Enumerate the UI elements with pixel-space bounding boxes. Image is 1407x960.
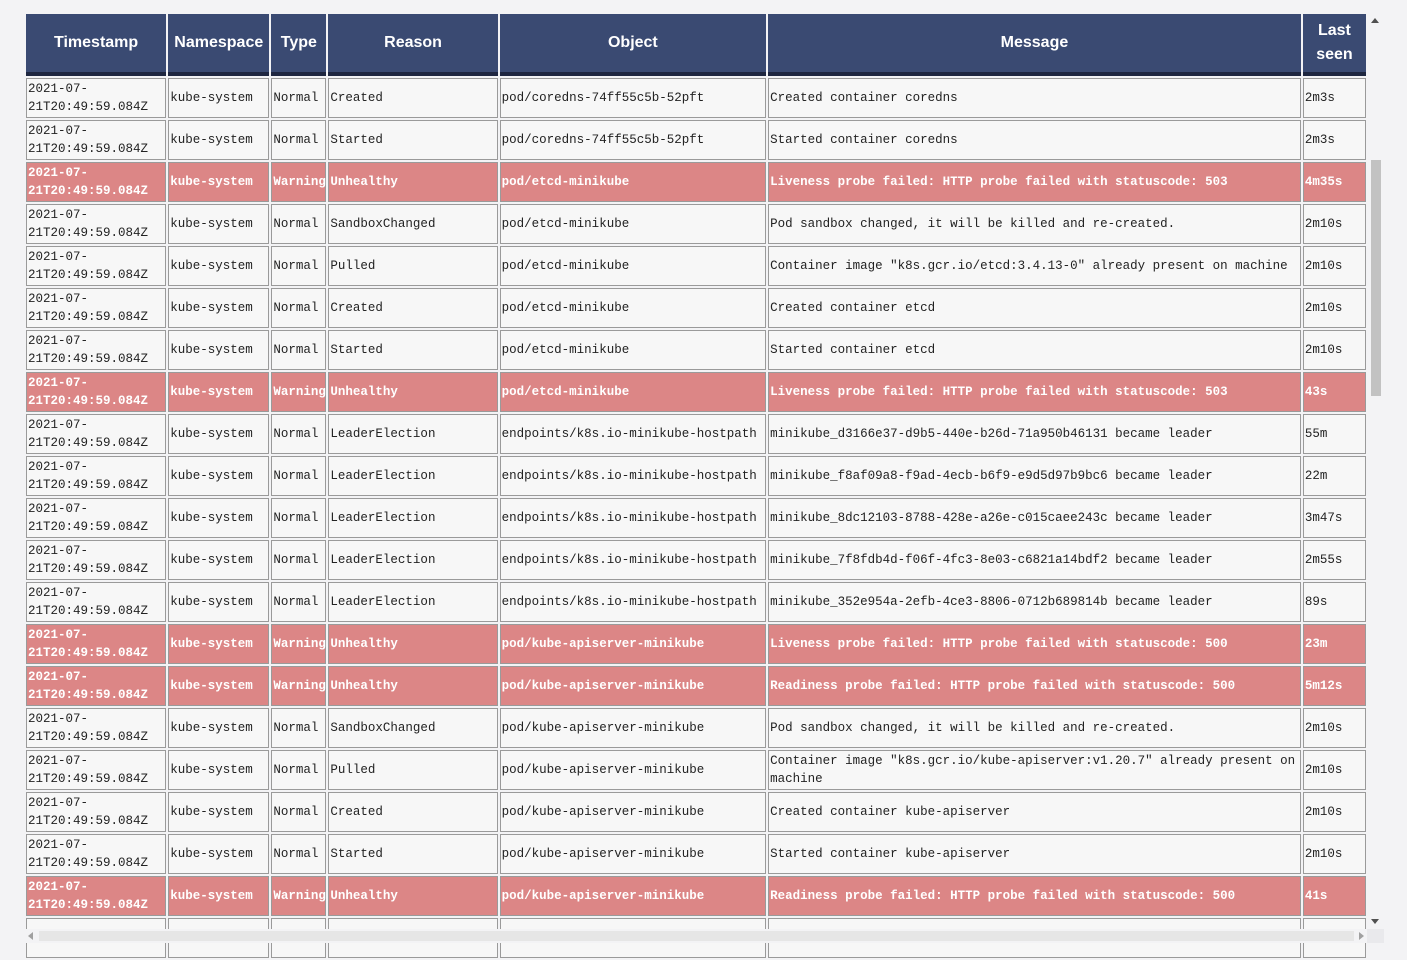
column-header-namespace[interactable]: Namespace [168, 14, 269, 76]
cell-type: Warning [271, 162, 326, 202]
table-row[interactable] [26, 792, 1366, 832]
cell-type: Normal [271, 330, 326, 370]
cell-object: pod/etcd-minikube [500, 204, 766, 244]
table-row[interactable] [26, 666, 1366, 706]
cell-object: pod/kube-apiserver-minikube [500, 876, 766, 916]
cell-timestamp: 2021-07-21T20:49:59.084Z [26, 78, 166, 118]
table-row[interactable] [26, 834, 1366, 874]
cell-message: Readiness probe failed: HTTP probe failed with statuscode: 500 [768, 666, 1301, 706]
cell-last-seen: 2m10s [1303, 708, 1366, 748]
cell-reason: Started [328, 834, 497, 874]
column-header-type[interactable]: Type [271, 14, 326, 76]
cell-object: pod/coredns-74ff55c5b-52pft [500, 120, 766, 160]
cell-message: Container image "k8s.gcr.io/etcd:3.4.13-0" already present on machine [768, 246, 1301, 286]
cell-type: Normal [271, 120, 326, 160]
table-row[interactable] [26, 624, 1366, 664]
cell-namespace: kube-system [168, 750, 269, 790]
cell-timestamp: 2021-07-21T20:49:59.084Z [26, 708, 166, 748]
cell-last-seen: 2m10s [1303, 330, 1366, 370]
cell-last-seen: 4m35s [1303, 162, 1366, 202]
column-header-timestamp[interactable]: Timestamp [26, 14, 166, 76]
table-row[interactable] [26, 162, 1366, 202]
cell-object: pod/kube-apiserver-minikube [500, 666, 766, 706]
table-row[interactable] [26, 876, 1366, 916]
table-row[interactable] [26, 456, 1366, 496]
cell-message: Created container kube-apiserver [768, 792, 1301, 832]
cell-type: Normal [271, 708, 326, 748]
cell-type: Warning [271, 876, 326, 916]
cell-type: Normal [271, 78, 326, 118]
cell-timestamp: 2021-07-21T20:49:59.084Z [26, 834, 166, 874]
cell-message: Readiness probe failed: HTTP probe failed with statuscode: 500 [768, 876, 1301, 916]
cell-message: Started container etcd [768, 330, 1301, 370]
cell-message: Started container coredns [768, 120, 1301, 160]
table-body [26, 78, 1366, 958]
column-header-reason[interactable]: Reason [328, 14, 497, 76]
table-row[interactable] [26, 120, 1366, 160]
cell-namespace: kube-system [168, 708, 269, 748]
cell-reason: SandboxChanged [328, 204, 497, 244]
cell-last-seen: 89s [1303, 582, 1366, 622]
cell-timestamp: 2021-07-21T20:49:59.084Z [26, 750, 166, 790]
cell-timestamp: 2021-07-21T20:49:59.084Z [26, 792, 166, 832]
cell-last-seen: 23m [1303, 624, 1366, 664]
vertical-scrollbar[interactable] [1367, 13, 1384, 929]
cell-timestamp: 2021-07-21T20:49:59.084Z [26, 246, 166, 286]
cell-namespace: kube-system [168, 834, 269, 874]
cell-last-seen: 22m [1303, 456, 1366, 496]
cell-object: endpoints/k8s.io-minikube-hostpath [500, 456, 766, 496]
cell-object: endpoints/k8s.io-minikube-hostpath [500, 540, 766, 580]
cell-namespace: kube-system [168, 204, 269, 244]
cell-message: Pod sandbox changed, it will be killed and re-created. [768, 708, 1301, 748]
cell-reason: Pulled [328, 750, 497, 790]
cell-timestamp: 2021-07-21T20:49:59.084Z [26, 666, 166, 706]
cell-namespace: kube-system [168, 414, 269, 454]
table-row[interactable] [26, 708, 1366, 748]
cell-reason: LeaderElection [328, 498, 497, 538]
cell-timestamp: 2021-07-21T20:49:59.084Z [26, 498, 166, 538]
cell-namespace: kube-system [168, 456, 269, 496]
cell-reason: Unhealthy [328, 162, 497, 202]
cell-message: Pod sandbox changed, it will be killed and re-created. [768, 204, 1301, 244]
cell-type: Normal [271, 246, 326, 286]
cell-timestamp: 2021-07-21T20:49:59.084Z [26, 162, 166, 202]
table-row[interactable] [26, 750, 1366, 790]
cell-object: endpoints/k8s.io-minikube-hostpath [500, 582, 766, 622]
cell-object: pod/kube-apiserver-minikube [500, 750, 766, 790]
cell-message: minikube_7f8fdb4d-f06f-4fc3-8e03-c6821a14bdf2 became leader [768, 540, 1301, 580]
cell-last-seen: 2m10s [1303, 750, 1366, 790]
cell-message: Started container kube-apiserver [768, 834, 1301, 874]
cell-namespace: kube-system [168, 288, 269, 328]
cell-namespace: kube-system [168, 582, 269, 622]
cell-reason: LeaderElection [328, 540, 497, 580]
scroll-left-arrow-icon[interactable] [28, 932, 33, 940]
table-row[interactable] [26, 204, 1366, 244]
horizontal-scroll-thumb[interactable] [39, 931, 1354, 941]
cell-timestamp: 2021-07-21T20:49:59.084Z [26, 204, 166, 244]
cell-timestamp: 2021-07-21T20:49:59.084Z [26, 120, 166, 160]
table-row[interactable] [26, 372, 1366, 412]
cell-type: Normal [271, 792, 326, 832]
cell-timestamp: 2021-07-21T20:49:59.084Z [26, 876, 166, 916]
cell-object: pod/etcd-minikube [500, 246, 766, 286]
cell-object: endpoints/k8s.io-minikube-hostpath [500, 498, 766, 538]
cell-message: Liveness probe failed: HTTP probe failed with statuscode: 503 [768, 162, 1301, 202]
cell-object: pod/etcd-minikube [500, 372, 766, 412]
cell-object: pod/kube-apiserver-minikube [500, 792, 766, 832]
cell-type: Normal [271, 834, 326, 874]
table-row[interactable] [26, 540, 1366, 580]
cell-namespace: kube-system [168, 666, 269, 706]
cell-last-seen: 2m3s [1303, 120, 1366, 160]
cell-namespace: kube-system [168, 78, 269, 118]
cell-last-seen: 2m3s [1303, 78, 1366, 118]
cell-message: Liveness probe failed: HTTP probe failed with statuscode: 500 [768, 624, 1301, 664]
cell-namespace: kube-system [168, 498, 269, 538]
cell-reason: Started [328, 330, 497, 370]
column-header-last-seen[interactable]: Last seen [1303, 14, 1366, 76]
cell-namespace: kube-system [168, 246, 269, 286]
cell-message: minikube_f8af09a8-f9ad-4ecb-b6f9-e9d5d97b9bc6 became leader [768, 456, 1301, 496]
cell-object: pod/etcd-minikube [500, 330, 766, 370]
cell-message: Liveness probe failed: HTTP probe failed with statuscode: 503 [768, 372, 1301, 412]
cell-reason: Created [328, 792, 497, 832]
cell-timestamp: 2021-07-21T20:49:59.084Z [26, 288, 166, 328]
cell-namespace: kube-system [168, 792, 269, 832]
cell-last-seen: 41s [1303, 876, 1366, 916]
cell-last-seen: 2m10s [1303, 288, 1366, 328]
cell-reason: Unhealthy [328, 372, 497, 412]
cell-reason: Pulled [328, 246, 497, 286]
table-row[interactable] [26, 330, 1366, 370]
cell-type: Normal [271, 540, 326, 580]
cell-object: pod/etcd-minikube [500, 162, 766, 202]
cell-message: Created container coredns [768, 78, 1301, 118]
cell-timestamp: 2021-07-21T20:49:59.084Z [26, 330, 166, 370]
cell-timestamp: 2021-07-21T20:49:59.084Z [26, 414, 166, 454]
table-row[interactable] [26, 414, 1366, 454]
cell-reason: Started [328, 120, 497, 160]
cell-last-seen: 3m47s [1303, 498, 1366, 538]
cell-reason: LeaderElection [328, 414, 497, 454]
cell-last-seen: 2m10s [1303, 792, 1366, 832]
scroll-up-arrow-icon[interactable] [1371, 18, 1379, 23]
cell-object: pod/coredns-74ff55c5b-52pft [500, 78, 766, 118]
cell-type: Normal [271, 414, 326, 454]
cell-object: pod/etcd-minikube [500, 288, 766, 328]
cell-reason: Unhealthy [328, 624, 497, 664]
cell-type: Normal [271, 456, 326, 496]
column-header-object[interactable]: Object [500, 14, 766, 76]
cell-type: Normal [271, 750, 326, 790]
cell-last-seen: 2m10s [1303, 834, 1366, 874]
cell-namespace: kube-system [168, 624, 269, 664]
scroll-right-arrow-icon[interactable] [1359, 932, 1364, 940]
cell-type: Warning [271, 624, 326, 664]
cell-message: Container image "k8s.gcr.io/kube-apiserver:v1.20.7" already present on machine [768, 750, 1301, 790]
cell-last-seen: 43s [1303, 372, 1366, 412]
horizontal-scrollbar[interactable] [25, 929, 1367, 943]
cell-namespace: kube-system [168, 540, 269, 580]
table-header-row [26, 14, 1366, 76]
cell-message: minikube_352e954a-2efb-4ce3-8806-0712b689814b became leader [768, 582, 1301, 622]
cell-type: Warning [271, 372, 326, 412]
table-row[interactable] [26, 498, 1366, 538]
cell-message: minikube_8dc12103-8788-428e-a26e-c015caee243c became leader [768, 498, 1301, 538]
table-row[interactable] [26, 582, 1366, 622]
cell-reason: Created [328, 78, 497, 118]
cell-namespace: kube-system [168, 120, 269, 160]
cell-message: minikube_d3166e37-d9b5-440e-b26d-71a950b46131 became leader [768, 414, 1301, 454]
scroll-down-arrow-icon[interactable] [1371, 919, 1379, 924]
events-table [24, 12, 1368, 960]
cell-type: Normal [271, 288, 326, 328]
cell-namespace: kube-system [168, 372, 269, 412]
cell-reason: SandboxChanged [328, 708, 497, 748]
cell-type: Normal [271, 582, 326, 622]
cell-type: Warning [271, 666, 326, 706]
cell-namespace: kube-system [168, 876, 269, 916]
cell-timestamp: 2021-07-21T20:49:59.084Z [26, 624, 166, 664]
cell-reason: Unhealthy [328, 876, 497, 916]
cell-object: pod/kube-apiserver-minikube [500, 708, 766, 748]
column-header-message[interactable]: Message [768, 14, 1301, 76]
vertical-scroll-thumb[interactable] [1371, 160, 1381, 396]
cell-namespace: kube-system [168, 162, 269, 202]
events-table-container[interactable] [25, 13, 1367, 929]
cell-reason: LeaderElection [328, 582, 497, 622]
cell-last-seen: 55m [1303, 414, 1366, 454]
cell-last-seen: 2m10s [1303, 204, 1366, 244]
cell-timestamp: 2021-07-21T20:49:59.084Z [26, 582, 166, 622]
cell-reason: Unhealthy [328, 666, 497, 706]
cell-reason: LeaderElection [328, 456, 497, 496]
cell-type: Normal [271, 204, 326, 244]
table-row[interactable] [26, 288, 1366, 328]
cell-message: Created container etcd [768, 288, 1301, 328]
cell-reason: Created [328, 288, 497, 328]
cell-timestamp: 2021-07-21T20:49:59.084Z [26, 540, 166, 580]
cell-namespace: kube-system [168, 330, 269, 370]
scrollbar-corner [1367, 929, 1384, 943]
cell-type: Normal [271, 498, 326, 538]
table-row[interactable] [26, 246, 1366, 286]
cell-timestamp: 2021-07-21T20:49:59.084Z [26, 456, 166, 496]
cell-object: pod/kube-apiserver-minikube [500, 624, 766, 664]
cell-last-seen: 5m12s [1303, 666, 1366, 706]
cell-object: pod/kube-apiserver-minikube [500, 834, 766, 874]
cell-timestamp: 2021-07-21T20:49:59.084Z [26, 372, 166, 412]
cell-object: endpoints/k8s.io-minikube-hostpath [500, 414, 766, 454]
cell-last-seen: 2m55s [1303, 540, 1366, 580]
table-row[interactable] [26, 78, 1366, 118]
cell-last-seen: 2m10s [1303, 246, 1366, 286]
